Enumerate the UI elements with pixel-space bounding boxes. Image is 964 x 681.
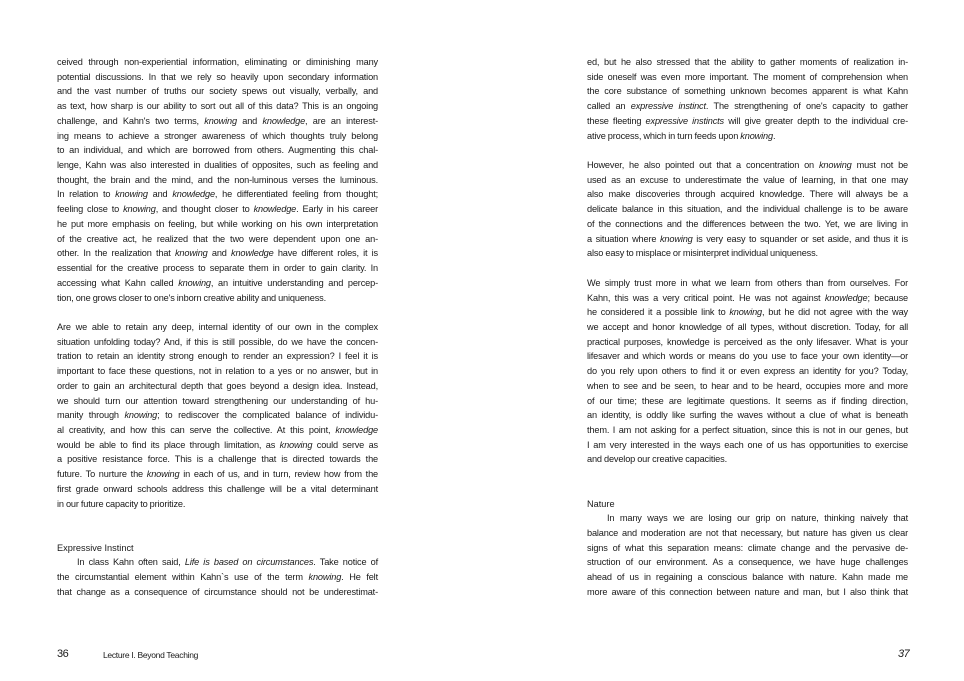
text-line: called an expressive instinct. The strengthening of one's capacity to gather xyxy=(587,101,909,112)
text-line: accessing what Kahn called knowing, an intuitive understanding and percep- xyxy=(57,277,378,288)
text-line: I am very interested in the ways each one of us has opportunities to exercise xyxy=(587,439,908,450)
emphasis: knowing xyxy=(146,469,180,480)
text-line: a positive resistance force. This is a challenge that is directed towards the xyxy=(57,454,378,465)
text-line: important to face these questions, not in relation to a yes or no answer, but in xyxy=(57,366,378,377)
text-line: ahead of us in regaining a conscious balance with nature. Kahn made me xyxy=(587,572,908,583)
text-line: We simply trust more in what we learn from others than from ourselves. For xyxy=(587,277,908,288)
text-line: we should turn our attention toward strengthening our understanding of hu- xyxy=(57,395,378,406)
text-line: practical purposes, knowledge is perceived as the only lifesaver. What is your xyxy=(587,336,908,347)
paragraph xyxy=(57,555,378,599)
text-line: feeling close to knowing, and thought closer to knowledge. Early in his career xyxy=(57,204,378,215)
text-line: first grade onward schools address this challenge will be a vital determinant xyxy=(57,483,378,494)
emphasis: knowing xyxy=(279,439,313,450)
emphasis: knowing xyxy=(818,160,852,171)
text-line: more aware of this connection between nature and man, but I also think that xyxy=(587,586,908,597)
text-line: used as an excuse to underestimate the value of learning, in that one may xyxy=(587,174,908,185)
emphasis: knowledge xyxy=(824,292,868,303)
emphasis: expressive instincts xyxy=(645,115,724,126)
text-line: tion, one grows closer to one's inborn creative ability and uniqueness. xyxy=(57,292,327,303)
emphasis: knowing xyxy=(740,130,773,141)
page-number: 36 xyxy=(57,648,69,660)
text-line: challenge, and Kahn's two terms, knowing and knowledge, are an interest- xyxy=(57,115,379,126)
section-gap xyxy=(57,511,378,540)
emphasis: knowledge xyxy=(253,204,297,215)
text-line: of the connections and the differences between the two. Yet, we are living in xyxy=(587,218,908,229)
text-line: situation unfolding today? And, if this is still possible, do we have the concen- xyxy=(57,336,378,347)
text-line: the core substance of something unknown becomes apparent is what Kahn xyxy=(587,86,908,97)
text-line: he considered it a possible link to knowing, but he did not agree with the way xyxy=(587,307,908,318)
text-line: manity through knowing; to rediscover the complicated balance of individu- xyxy=(57,410,378,421)
section-heading: Expressive Instinct xyxy=(57,542,134,553)
text-line: ed, but he also stressed that the ability to gather moments of realization in- xyxy=(587,57,908,67)
text-line: However, he also pointed out that a concentration on knowing must not be xyxy=(587,160,908,171)
paragraph-gap xyxy=(587,261,908,276)
text-line: as text, how sharp is our ability to sort out all of this data? This is an ongoing xyxy=(57,101,378,112)
text-line: potential discussions. In that we rely so heavily upon secondary information xyxy=(57,71,378,82)
text-line: when to see and be seen, to hear and to be heard, occupies more and more xyxy=(587,380,908,391)
emphasis: knowledge xyxy=(335,424,378,435)
text-line: lifesaver and which words or means do you use to face your own identity—or xyxy=(587,351,908,362)
text-line: In many ways we are losing our grip on nature, thinking naively that xyxy=(607,513,908,524)
text-line: thought, the brain and the mind, and the non-luminous verses the luminous. xyxy=(57,174,378,185)
paragraph-gap xyxy=(57,305,378,320)
text-line: do you rely upon others to find it or even express an identity for you? Today, xyxy=(587,366,908,377)
text-line: the circumstantial element within Kahn`s use of the term knowing. He felt xyxy=(57,572,378,583)
running-head: Lecture I. Beyond Teaching xyxy=(103,650,199,660)
text-line: a situation where knowing is very easy to squander or set aside, and thus it is xyxy=(587,233,908,244)
text-line: al creativity, and how this can serve the collective. At this point, knowledge xyxy=(57,424,378,435)
text-line: them. I am not asking for a perfect situation, since this is not in our genes, but xyxy=(587,424,908,435)
text-line: would be able to find its place through limitation, as knowing could serve as xyxy=(57,439,378,450)
paragraph xyxy=(587,158,908,261)
text-line: these fleeting expressive instincts will give greater depth to the individual cre- xyxy=(587,115,908,126)
text-line: ative process, which in turn feeds upon knowing. xyxy=(587,130,776,141)
emphasis: knowing xyxy=(204,115,237,126)
text-line: to an individual, and which are borrowed from others. Augmenting this chal- xyxy=(57,145,378,156)
text-line: that change as a consequence of circumstance should not be underestimat- xyxy=(57,586,378,597)
emphasis: knowledge xyxy=(172,189,215,200)
text-line: ceived through non-experiential information, eliminating or diminishing many xyxy=(57,57,378,67)
emphasis: knowing xyxy=(659,233,693,244)
text-line: struction of our environment. As a consequence, we have huge challenges xyxy=(587,557,908,568)
emphasis: knowing xyxy=(308,572,342,583)
text-line: Kahn, this was a very critical point. He was not against knowledge; because xyxy=(587,292,908,303)
text-line: lenge, Kahn was also interested in dualities of opposites, such as feeling and xyxy=(57,160,378,171)
text-line: Are we able to retain any deep, internal identity of our own in the complex xyxy=(57,321,378,332)
text-line: he put more emphasis on feeling, but while working on his own interpretation xyxy=(57,218,378,229)
left-text-column xyxy=(57,55,378,600)
text-line: ing means to achieve a stronger awareness of which thoughts truly belong xyxy=(57,130,378,141)
text-line: balance and moderation are not that necessary, but nature has given us clear xyxy=(587,528,908,538)
page-number: 37 xyxy=(898,648,910,660)
emphasis: Life is based on circumstances xyxy=(184,557,314,568)
text-line: side oneself was even more important. The moment of comprehension when xyxy=(587,71,908,82)
text-line: In class Kahn often said, Life is based on circumstances. Take notice of xyxy=(77,557,378,568)
text-line: other. In the realization that knowing and knowledge have different roles, it is xyxy=(57,248,378,259)
emphasis: expressive instinct xyxy=(630,101,706,112)
paragraph xyxy=(587,55,908,143)
paragraph xyxy=(57,320,378,511)
text-line: essential for the creative process to separate them in order to gain clarity. In xyxy=(57,263,378,274)
paragraph xyxy=(57,55,378,305)
text-line: in our future capacity to prioritize. xyxy=(57,498,186,509)
emphasis: knowledge xyxy=(231,248,274,259)
text-line: we accept and honor knowledge of all types, without discretion. Today, for all xyxy=(587,321,908,332)
section-heading: Nature xyxy=(587,498,615,509)
text-line: and develop our creative capacities. xyxy=(587,454,727,465)
right-text-column xyxy=(587,55,908,600)
right-page xyxy=(482,0,964,681)
paragraph-gap xyxy=(587,143,908,158)
paragraph xyxy=(587,276,908,467)
text-line: of our time; these are legitimate questions. It seems as if finding direction, xyxy=(587,395,908,406)
text-line: of the creative act, he realized that the two were dependent upon one an- xyxy=(57,233,378,244)
paragraph xyxy=(587,511,908,599)
emphasis: knowing xyxy=(124,410,158,421)
emphasis: knowing xyxy=(123,204,156,215)
emphasis: knowing xyxy=(115,189,148,200)
text-line: an identity, is oddly like surfing the waves without a clue of what is beneath xyxy=(587,410,908,421)
emphasis: knowing xyxy=(174,248,208,259)
text-line: delicate balance in this situation, and the individual challenge is to be aware xyxy=(587,204,908,215)
text-line: also make discoveries through acquired knowledge. There will always be a xyxy=(587,189,908,200)
text-line: future. To nurture the knowing in each of us, and in turn, review how from the xyxy=(57,469,378,480)
emphasis: knowing xyxy=(178,277,211,288)
text-line: and the vast number of truths our society spews out visually, verbally, and xyxy=(57,86,378,97)
text-line: In relation to knowing and knowledge, he differentiated feeling from thought; xyxy=(57,189,378,200)
emphasis: knowing xyxy=(729,307,763,318)
text-line: order to gain an architectural depth that goes beyond a design idea. Instead, xyxy=(57,380,378,391)
section-gap xyxy=(587,467,908,496)
text-line: signs of what this separation means: climate change and the pervasive de- xyxy=(587,542,908,553)
text-line: also easy to misplace or misinterpret individual uniqueness. xyxy=(587,248,818,259)
emphasis: knowledge xyxy=(262,115,306,126)
text-line: tration to retain an identity strong enough to render an expression? I feel it is xyxy=(57,351,378,362)
